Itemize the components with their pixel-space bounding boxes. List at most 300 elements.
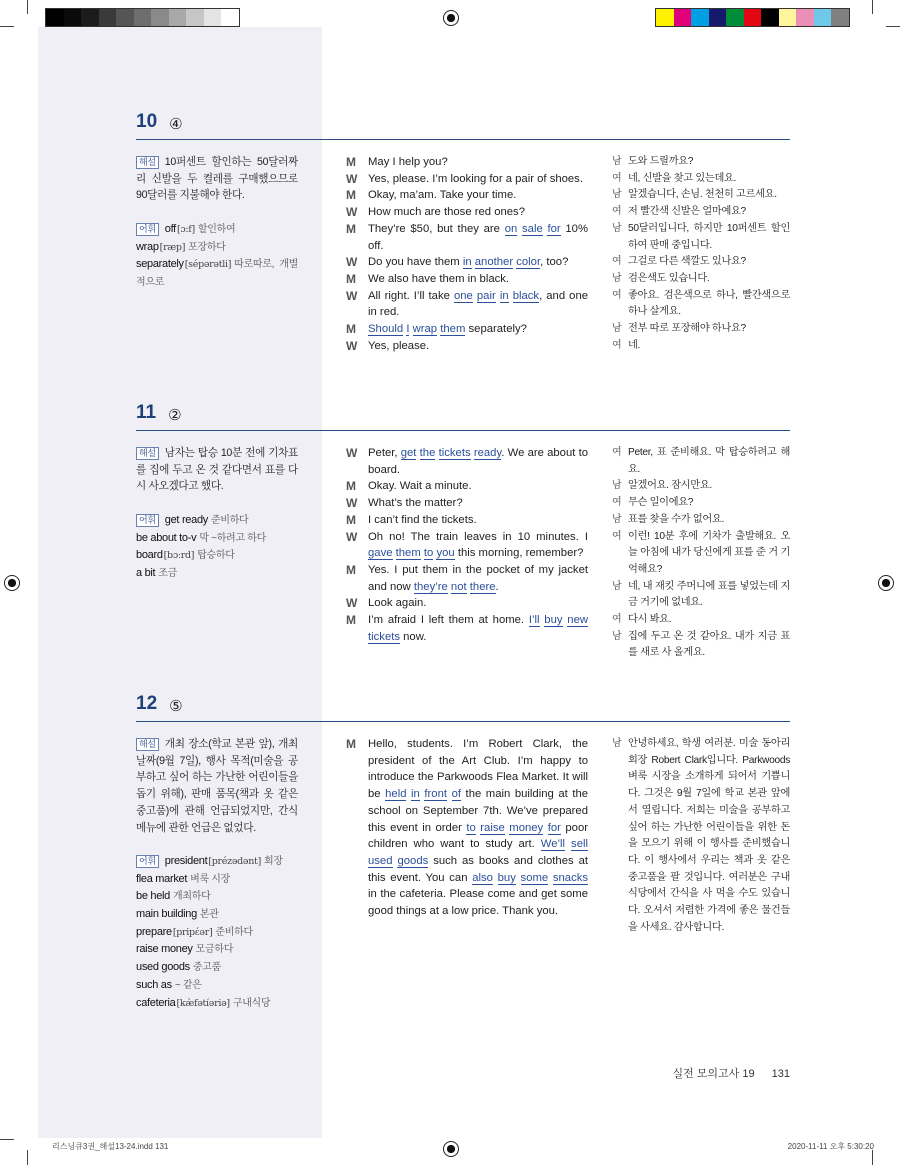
dialogue-text: poor children who want to study art. — [368, 821, 589, 851]
vocab-word: board — [136, 549, 163, 562]
speaker-label: M — [346, 271, 356, 286]
speaker-label: W — [346, 496, 358, 511]
vocab-meaning: 모금하다 — [195, 944, 234, 956]
dialogue-text: Okay, ma’am. Take your time. — [368, 189, 517, 202]
dialogue-line — [346, 562, 588, 595]
speaker-label: W — [346, 446, 358, 460]
dialogue-text: Hello, students. I’m Robert Clark, the president of the Art Club. I’m happy to introduce the Parkwoods Flea Market. It will be — [368, 738, 588, 801]
dialogue-line — [346, 495, 588, 512]
dialogue-text: Yes. I put them in the pocket of my jacket and now — [368, 563, 588, 593]
dictation-blank-answer: tickets — [368, 630, 401, 643]
dictation-blank-answer: they’re — [413, 580, 448, 593]
dialogue-text: now. — [400, 630, 427, 643]
dictation-blank-answer: gave — [368, 547, 393, 560]
speaker-label: 여 — [612, 447, 622, 458]
dictation-blank-answer: new — [567, 614, 589, 627]
dialogue-line — [346, 254, 588, 271]
vocab-phonetic: [ræp] — [159, 241, 186, 253]
dialogue-text: We also have them in black. — [368, 272, 510, 285]
dialogue-line — [346, 154, 588, 171]
speaker-label: 여 — [612, 497, 622, 509]
vocab-meaning: 준비하다 — [215, 926, 253, 938]
dictation-blank-answer: to — [423, 547, 434, 560]
dictation-blank-answer: I — [406, 323, 410, 336]
speaker-label: 여 — [612, 172, 622, 184]
color-swatch — [674, 9, 692, 26]
dictation-blank-answer: in — [462, 256, 472, 269]
speaker-label: 남 — [612, 272, 622, 284]
crop-mark — [27, 1150, 28, 1165]
translation-text: 이런! 10분 후에 기차가 출발해요. 오늘 아침에 내가 당신에게 표를 준 거 기억해요? — [628, 530, 790, 575]
dictation-blank-answer: on — [504, 222, 518, 235]
vocab-item — [136, 924, 298, 942]
speaker-label: 남 — [612, 222, 622, 234]
dialogue-text — [516, 872, 521, 884]
dictation-blank-answer: not — [450, 580, 467, 593]
translation-line — [612, 254, 790, 271]
speaker-label: M — [346, 322, 356, 337]
speaker-label: W — [346, 288, 358, 303]
color-swatch — [134, 9, 152, 26]
page-number: 131 — [771, 1068, 790, 1080]
vocab-phonetic: [ɔ:f] — [176, 223, 195, 235]
question-number: 10 — [136, 111, 158, 132]
vocab-meaning: 개최하다 — [173, 891, 211, 903]
color-swatch — [186, 9, 204, 26]
dictation-blank-answer: you — [436, 547, 455, 560]
dialogue-text: , too? — [540, 256, 569, 269]
speaker-label: M — [346, 562, 356, 577]
vocab-meaning: ~ 같은 — [174, 979, 202, 991]
dialogue-line — [346, 595, 588, 612]
crop-mark — [872, 0, 873, 14]
dialogue-text: , and one in red. — [368, 289, 589, 319]
speaker-label: M — [346, 188, 356, 203]
translation-line — [612, 171, 790, 188]
dictation-blank-answer: Should — [368, 323, 404, 336]
dialogue-text: this morning, remember? — [454, 547, 584, 560]
dialogue-text: in the cafeteria. Please come and get some good things at a low price. Thank you. — [368, 888, 588, 918]
vocab-meaning: 구내식당 — [232, 997, 271, 1009]
dictation-blank-answer: tickets — [438, 447, 471, 459]
registration-mark-icon — [878, 575, 894, 591]
dictation-blank-answer: used — [368, 854, 393, 867]
translation-line — [612, 495, 790, 512]
color-swatch — [46, 9, 64, 26]
vocab-word: separately — [136, 258, 184, 271]
translation-line — [612, 321, 790, 338]
color-swatch — [744, 9, 762, 26]
vocab-word: be about to-v — [136, 531, 197, 544]
translation-line — [612, 154, 790, 171]
color-swatch — [81, 9, 99, 26]
dialogue-line — [346, 736, 588, 920]
dialogue-script — [346, 154, 588, 354]
question-number: 12 — [136, 693, 158, 714]
translation-text: 표를 찾을 수가 없어요. — [628, 513, 724, 525]
speaker-label: 남 — [612, 580, 622, 592]
translation-line — [612, 271, 790, 288]
translation-text: 네, 내 재킷 주머니에 표를 넣었는데 지금 거기에 없네요. — [628, 580, 790, 609]
dictation-blank-answer: snacks — [552, 871, 589, 884]
answer-choice: ⑤ — [169, 698, 183, 715]
slug-filename: 리스닝큐3권_해설13-24.indd 131 — [52, 1142, 169, 1151]
cmyk-color-bar — [655, 8, 850, 27]
dialogue-script — [346, 736, 588, 920]
vocab-phonetic: [bɔːrd] — [163, 550, 195, 562]
grayscale-color-bar — [45, 8, 240, 27]
translation-text: 알겠습니다, 손님. 천천히 고르세요. — [628, 189, 777, 201]
translation-line — [612, 204, 790, 221]
speaker-label: 여 — [612, 339, 622, 351]
dialogue-line — [346, 204, 588, 221]
vocab-word: raise money — [136, 943, 193, 956]
vocab-item — [136, 871, 298, 889]
dictation-blank-answer: for — [547, 222, 561, 235]
dialogue-text: the main building at the school on September 7th. We’ve prepared this event in order — [368, 788, 589, 834]
dialogue-text: I can’t find the tickets. — [368, 513, 477, 526]
vocab-meaning: 벼룩 시장 — [190, 873, 231, 885]
vocab-item — [136, 530, 298, 548]
dialogue-text: What’s the matter? — [368, 497, 463, 510]
color-swatch — [779, 9, 797, 26]
dialogue-text: 10% off. — [368, 222, 589, 252]
dictation-blank-answer: goods — [397, 854, 429, 867]
translation-line — [612, 612, 790, 629]
speaker-label: 여 — [612, 206, 622, 218]
color-swatch — [221, 9, 239, 26]
dialogue-text: How much are those red ones? — [368, 206, 525, 219]
speaker-label: M — [346, 155, 356, 169]
vocab-word: off — [164, 222, 176, 235]
vocab-list — [136, 512, 298, 583]
dialogue-line — [346, 171, 588, 188]
speaker-label: 남 — [612, 738, 622, 749]
explanation-text: 10퍼센트 할인하는 50달러짜리 신발을 두 켤레를 구매했으므로 90달러를 지불해야 한다. — [136, 156, 298, 202]
speaker-label: M — [346, 479, 356, 494]
dictation-blank-answer: We’ll — [540, 838, 566, 851]
dialogue-text: All right. I’ll take — [368, 289, 454, 302]
color-swatch — [656, 9, 674, 26]
speaker-label: 남 — [612, 156, 622, 167]
translation-column — [612, 736, 790, 936]
vocab-item — [136, 977, 298, 995]
speaker-label: 남 — [612, 480, 622, 492]
dictation-blank-answer: for — [547, 821, 561, 834]
translation-text: 집에 두고 온 것 같아요. 내가 지금 표를 새로 사 올게요. — [628, 630, 790, 659]
vocab-tag: 어휘 — [136, 223, 159, 236]
vocab-word: used goods — [136, 961, 190, 974]
color-swatch — [116, 9, 134, 26]
vocab-meaning: 중고품 — [192, 962, 221, 974]
dialogue-line — [346, 478, 588, 495]
dictation-blank-answer: I’ll — [528, 614, 540, 627]
vocab-tag: 어휘 — [136, 855, 159, 868]
vocab-item — [136, 941, 298, 959]
dictation-blank-answer: money — [509, 821, 544, 834]
section-divider — [136, 430, 790, 431]
explanation-text: 개최 장소(학교 본관 앞), 개최 날짜(9월 7일), 행사 목적(미술을 공부하고 싶어 하는 가난한 어린이들을 돕기 위해), 판매 품목(책과 옷 같은 중고품)에 관해 언급되었지만, 간식 메뉴에 관한 언급은 없었다. — [136, 738, 298, 834]
translation-line — [612, 579, 790, 612]
vocab-word: flea market — [136, 872, 188, 885]
color-swatch — [151, 9, 169, 26]
explanation-tag: 해설 — [136, 738, 159, 751]
translation-text: 알겠어요. 잠시만요. — [628, 480, 712, 492]
translation-text: 네, 신발을 찾고 있는데요. — [628, 172, 737, 184]
dictation-blank-answer: also — [472, 871, 493, 884]
explanation-paragraph — [136, 154, 298, 204]
dialogue-text: Do you have them — [368, 256, 463, 269]
dialogue-line — [346, 529, 588, 562]
dialogue-line — [346, 288, 588, 321]
dialogue-line — [346, 321, 588, 338]
dialogue-text: Okay. Wait a minute. — [368, 480, 472, 493]
dictation-blank-answer: ready — [473, 447, 502, 459]
section-divider — [136, 721, 790, 722]
vocab-item — [136, 256, 298, 291]
vocab-item — [136, 565, 298, 583]
dialogue-line — [346, 221, 588, 254]
dictation-blank-answer: sell — [571, 838, 588, 851]
dictation-blank-answer: sale — [522, 222, 543, 235]
color-swatch — [691, 9, 709, 26]
dictation-blank-answer: one — [453, 289, 473, 302]
dialogue-line — [346, 271, 588, 288]
speaker-label: 남 — [612, 513, 622, 525]
dialogue-line — [346, 338, 588, 355]
dictation-blank-answer: get — [400, 447, 417, 459]
vocab-word: cafeteria — [136, 996, 176, 1009]
dictation-blank-answer: in — [411, 788, 420, 801]
crop-mark — [886, 26, 900, 27]
dialogue-text: . — [495, 580, 499, 593]
dictation-blank-answer: of — [451, 788, 461, 801]
dictation-blank-answer: them — [440, 323, 466, 336]
dialogue-text — [493, 872, 498, 884]
vocab-item — [136, 512, 298, 530]
speaker-label: 여 — [612, 530, 622, 542]
translation-line — [612, 288, 790, 321]
color-swatch — [204, 9, 222, 26]
translation-text: 안녕하세요, 학생 여러분. 미술 동아리 회장 Robert Clark입니다. Parkwoods 벼룩 시장을 소개하게 되어서 기쁩니다. 그것은 9월 7일에 학교 본관 앞에서 열립니다. 저희는 미술을 공부하고 싶어 하는 가난한 어린이들을 위한 돈을 모으기 위해 이 행사를 준비했습니다. 이 행사에서 우리는 책과 옷 같은 중고품을 팔 것입니다. 여러분은 구내식당에서 간식을 사 먹을 수도 있습니다. 오셔서 저렴한 가격에 좋은 물건들을 사세요. 감사합니다. — [628, 738, 790, 933]
translation-line — [612, 338, 790, 355]
translation-text: 무슨 일이에요? — [628, 497, 694, 509]
explanation-paragraph — [136, 736, 298, 836]
vocab-item — [136, 906, 298, 924]
translation-column — [612, 154, 790, 354]
speaker-label: W — [346, 171, 358, 186]
question-section — [136, 400, 790, 659]
explanation-column — [136, 154, 298, 292]
vocab-word: be held — [136, 890, 170, 903]
dialogue-text: They’re $50, but they are — [368, 222, 505, 235]
vocab-word: prepare — [136, 925, 172, 938]
registration-mark-icon — [443, 10, 459, 26]
color-swatch — [99, 9, 117, 26]
translation-text: 네. — [628, 339, 641, 351]
translation-line — [612, 221, 790, 254]
crop-mark — [0, 1139, 14, 1140]
color-swatch — [726, 9, 744, 26]
translation-text: 도와 드릴까요? — [628, 156, 694, 167]
answer-choice: ④ — [169, 116, 183, 133]
vocab-phonetic: [sépərətli] — [184, 259, 232, 271]
page-footer — [658, 1065, 790, 1081]
translation-text: 50달러입니다, 하지만 10퍼센트 할인하여 판매 중입니다. — [628, 222, 790, 251]
dialogue-text — [447, 788, 452, 800]
color-swatch — [64, 9, 82, 26]
speaker-label: 여 — [612, 614, 622, 626]
dictation-blank-answer: buy — [544, 614, 563, 627]
vocab-phonetic: [kæ̀fətíəriə] — [176, 997, 230, 1009]
dictation-blank-answer: wrap — [412, 323, 438, 336]
dictation-blank-answer: in — [499, 289, 509, 302]
vocab-meaning: 막 ~하려고 하다 — [199, 532, 266, 544]
translation-line — [612, 512, 790, 529]
dialogue-line — [346, 445, 588, 478]
section-header — [136, 109, 790, 133]
speaker-label: M — [346, 221, 356, 236]
vocab-item — [136, 959, 298, 977]
color-swatch — [796, 9, 814, 26]
speaker-label: 여 — [612, 256, 622, 268]
vocab-item — [136, 853, 298, 871]
crop-mark — [27, 0, 28, 14]
translation-text: Peter, 표 준비해요. 막 탑승하려고 해요. — [628, 447, 790, 475]
vocab-phonetic: [pripέər] — [172, 926, 213, 938]
dialogue-text: separately? — [465, 323, 527, 336]
speaker-label: M — [346, 512, 356, 527]
vocab-meaning: 본관 — [199, 909, 219, 921]
dialogue-line — [346, 612, 588, 645]
vocab-phonetic: [prézədənt] — [208, 855, 261, 867]
color-swatch — [831, 9, 849, 26]
vocab-meaning: 포장하다 — [188, 241, 226, 253]
translation-text: 좋아요. 검은색으로 하나, 빨간색으로 하나 살게요. — [628, 289, 790, 318]
explanation-paragraph — [136, 445, 298, 495]
dialogue-text: I’m afraid I left them at home. — [368, 614, 529, 627]
explanation-column — [136, 445, 298, 583]
crop-mark — [872, 1150, 873, 1165]
dictation-blank-answer: raise — [480, 821, 505, 834]
speaker-label: W — [346, 255, 358, 270]
vocab-meaning: 준비하다 — [210, 514, 249, 526]
speaker-label: 남 — [612, 189, 622, 201]
vocab-word: wrap — [136, 240, 159, 253]
speaker-label: W — [346, 338, 358, 353]
vocab-item — [136, 239, 298, 257]
vocab-item — [136, 547, 298, 565]
dialogue-script — [346, 445, 588, 645]
translation-text: 저 빨간색 신발은 얼마예요? — [628, 206, 746, 218]
translation-text: 다시 봐요. — [628, 614, 672, 626]
question-section — [136, 691, 790, 1009]
translation-line — [612, 529, 790, 579]
vocab-list — [136, 853, 298, 1012]
vocab-meaning: 조금 — [158, 567, 178, 579]
vocab-list — [136, 221, 298, 292]
speaker-label: W — [346, 205, 358, 220]
dialogue-text: such as books and clothes at this event. You can — [368, 854, 588, 884]
vocab-word: a bit — [136, 566, 156, 579]
dictation-blank-answer: color — [516, 256, 541, 269]
vocab-meaning: 탑승하다 — [197, 550, 235, 562]
dictation-blank-answer: another — [474, 256, 514, 269]
vocab-meaning: 따로따로, 개별적으로 — [136, 259, 298, 288]
dictation-blank-answer: there — [469, 580, 496, 593]
translation-line — [612, 736, 790, 936]
explanation-text: 남자는 탑승 10분 전에 기차표를 집에 두고 온 것 같다면서 표를 다시 사오겠다고 했다. — [136, 447, 298, 493]
dictation-blank-answer: held — [385, 788, 407, 801]
color-swatch — [761, 9, 779, 26]
vocab-item — [136, 221, 298, 239]
section-divider — [136, 139, 790, 140]
speaker-label: 남 — [612, 323, 622, 335]
footer-title: 실전 모의고사 19 — [672, 1068, 755, 1080]
registration-mark-icon — [443, 1141, 459, 1157]
dialogue-text: Yes, please. — [368, 339, 430, 352]
dictation-blank-answer: black — [512, 289, 540, 302]
vocab-word: main building — [136, 908, 197, 921]
question-number: 11 — [136, 402, 157, 423]
question-section — [136, 109, 790, 353]
dictation-blank-answer: to — [466, 821, 476, 834]
dictation-blank-answer: buy — [497, 871, 516, 884]
color-swatch — [814, 9, 832, 26]
vocab-meaning: 할인하여 — [197, 223, 236, 235]
answer-choice: ② — [168, 407, 182, 424]
explanation-column — [136, 736, 298, 1012]
speaker-label: W — [346, 529, 358, 544]
registration-mark-icon — [4, 575, 20, 591]
speaker-label: W — [346, 596, 358, 611]
dictation-blank-answer: front — [424, 788, 448, 801]
vocab-word: such as — [136, 978, 172, 991]
translation-text: 전부 따로 포장해야 하나요? — [628, 323, 746, 335]
dialogue-text: . We are about to board. — [368, 447, 589, 476]
dictation-blank-answer: pair — [476, 289, 496, 302]
slug-timestamp: 2020-11-11 오후 5:30:20 — [787, 1142, 874, 1151]
section-header — [136, 400, 790, 424]
speaker-label: 남 — [612, 630, 622, 642]
translation-line — [612, 445, 790, 478]
dictation-blank-answer: them — [395, 547, 421, 560]
dialogue-text: Peter, — [368, 447, 401, 459]
crop-mark — [0, 26, 14, 27]
dictation-blank-answer: the — [419, 447, 436, 459]
speaker-label: 여 — [612, 289, 622, 301]
vocab-word: get ready — [164, 513, 208, 526]
translation-line — [612, 478, 790, 495]
color-swatch — [709, 9, 727, 26]
translation-line — [612, 187, 790, 204]
dialogue-line — [346, 512, 588, 529]
dialogue-text: Yes, please. I’m looking for a pair of shoes. — [368, 172, 583, 185]
explanation-tag: 해설 — [136, 156, 159, 169]
speaker-label: M — [346, 737, 356, 751]
vocab-word: president — [164, 854, 208, 867]
dialogue-text: May I help you? — [368, 156, 448, 168]
dialogue-text: Oh no! The train leaves in 10 minutes. I — [368, 530, 588, 543]
translation-column — [612, 445, 790, 662]
explanation-tag: 해설 — [136, 447, 159, 460]
translation-text: 그걸로 다른 색깔도 있나요? — [628, 256, 746, 268]
section-header — [136, 691, 790, 715]
dialogue-line — [346, 187, 588, 204]
dialogue-text: Look again. — [368, 597, 427, 610]
dictation-blank-answer: some — [520, 871, 549, 884]
speaker-label: M — [346, 613, 356, 628]
